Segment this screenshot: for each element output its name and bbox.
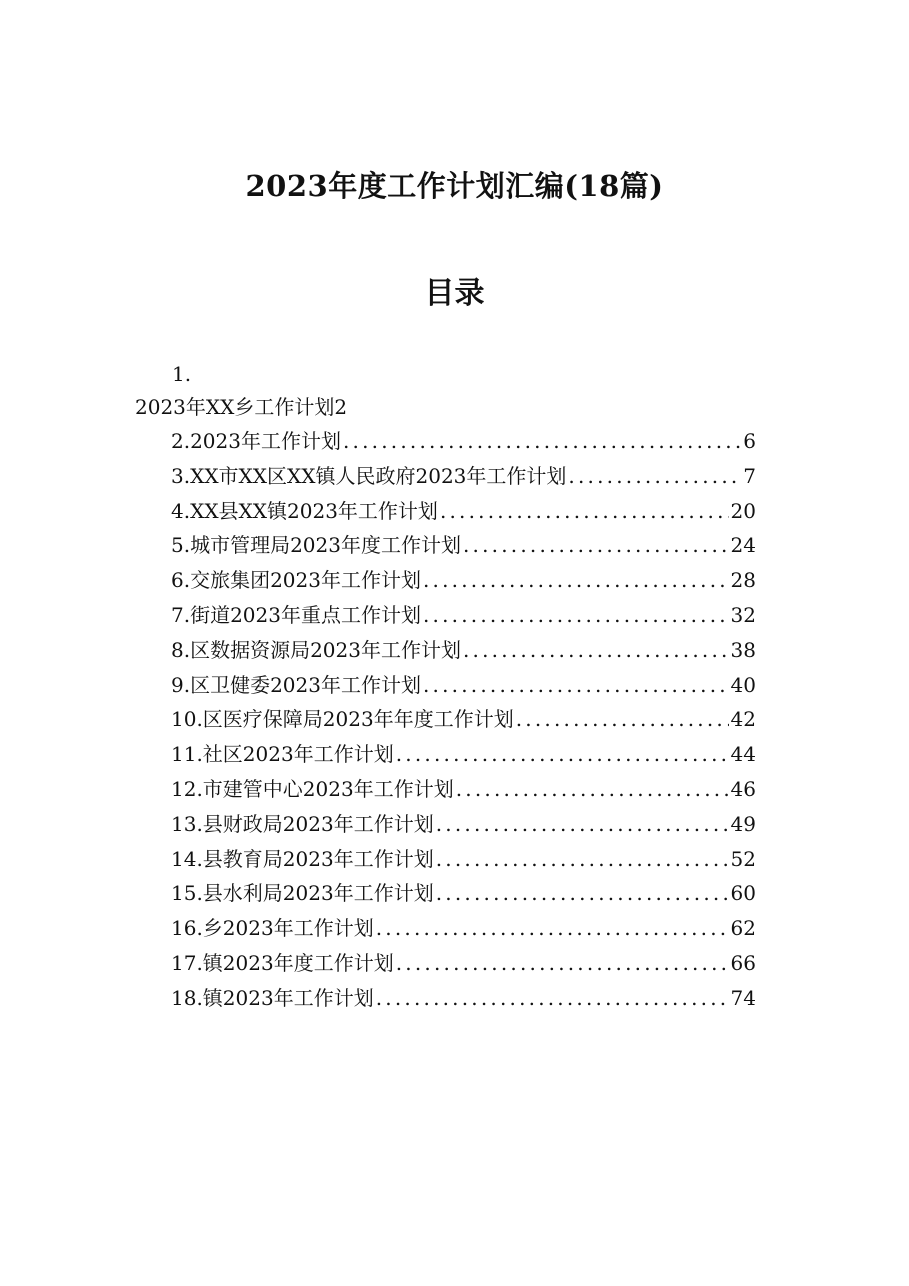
document-title: 2023年度工作计划汇编(18篇) [245,169,664,203]
toc-dot-leader [396,948,729,978]
toc-dot-leader [456,774,729,804]
toc-entry-page-number: 28 [730,568,756,593]
toc-entry[interactable] [171,496,756,531]
toc-entry[interactable] [171,913,756,948]
toc-entry-title: 18.镇2023年工作计划 [171,985,374,1010]
toc-heading: 目录 [424,276,485,311]
toc-entry[interactable] [171,983,756,1018]
toc-entry[interactable] [171,948,756,983]
toc-entry-page-number: 62 [730,916,756,941]
toc-entry[interactable] [171,565,756,600]
toc-dot-leader [516,704,729,734]
toc-entry-page-number: 66 [730,950,756,975]
toc-entry-title: 4.XX县XX镇2023年工作计划 [171,498,438,523]
toc-entry-page-number: 60 [730,881,756,906]
toc-dot-leader [463,635,729,665]
toc-dot-leader [463,530,729,560]
toc-entry-page-number: 38 [730,637,756,662]
toc-entry-title: 3.XX市XX区XX镇人民政府2023年工作计划 [171,463,567,488]
toc-entry-page-number: 6 [743,429,756,453]
toc-dot-leader [436,878,729,908]
toc-entry-page-number: 32 [730,602,756,627]
toc-dot-leader [568,461,741,491]
toc-entry-title: 5.城市管理局2023年度工作计划 [171,533,461,558]
toc-entry-1-text[interactable]: 2023年XX乡工作计划2 [135,395,348,419]
toc-entry-title: 8.区数据资源局2023年工作计划 [171,637,461,662]
toc-entry-page-number: 49 [730,811,756,836]
toc-entry[interactable] [171,530,756,565]
toc-entry-page-number: 40 [730,672,756,697]
toc-dot-leader [423,600,729,630]
toc-entry-title: 16.乡2023年工作计划 [171,916,374,941]
toc-entry-title: 6.交旅集团2023年工作计划 [171,568,421,593]
toc-entry[interactable] [171,704,756,739]
toc-entry-page-number: 74 [730,985,756,1010]
toc-entry[interactable] [171,878,756,913]
toc-entry-page-number: 52 [730,846,756,871]
toc-entry[interactable] [171,774,756,809]
toc-entry[interactable] [171,600,756,635]
toc-entry-title: 9.区卫健委2023年工作计划 [171,672,421,697]
toc-entry-page-number: 46 [730,776,756,801]
toc-entry[interactable] [171,670,756,705]
toc-dot-leader [376,983,729,1013]
toc-list [171,426,756,1018]
toc-dot-leader [436,809,729,839]
toc-dot-leader [343,426,741,456]
toc-entry[interactable] [171,739,756,774]
toc-entry-page-number: 42 [730,707,756,732]
toc-dot-leader [376,913,729,943]
toc-entry-page-number: 44 [730,742,756,767]
toc-dot-leader [436,844,729,874]
toc-entry-title: 7.街道2023年重点工作计划 [171,602,421,627]
toc-dot-leader [423,565,729,595]
toc-entry-title: 12.市建管中心2023年工作计划 [171,776,454,801]
toc-entry-title: 10.区医疗保障局2023年年度工作计划 [171,707,514,732]
toc-entry-title: 17.镇2023年度工作计划 [171,950,394,975]
toc-entry-title: 11.社区2023年工作计划 [171,742,394,767]
toc-entry[interactable] [171,635,756,670]
toc-entry[interactable] [171,844,756,879]
toc-dot-leader [423,670,729,700]
toc-entry[interactable] [171,809,756,844]
toc-entry-title: 15.县水利局2023年工作计划 [171,881,434,906]
toc-dot-leader [396,739,729,769]
toc-entry[interactable] [171,426,756,461]
toc-dot-leader [440,496,729,526]
toc-entry-page-number: 24 [730,533,756,558]
toc-entry-page-number: 7 [743,463,756,488]
toc-entry-page-number: 20 [730,498,756,523]
toc-entry[interactable] [171,461,756,496]
toc-entry-1-number[interactable]: 1. [172,362,192,386]
toc-entry-title: 2.2023年工作计划 [171,429,341,453]
toc-entry-title: 13.县财政局2023年工作计划 [171,811,434,836]
toc-entry-title: 14.县教育局2023年工作计划 [171,846,434,871]
